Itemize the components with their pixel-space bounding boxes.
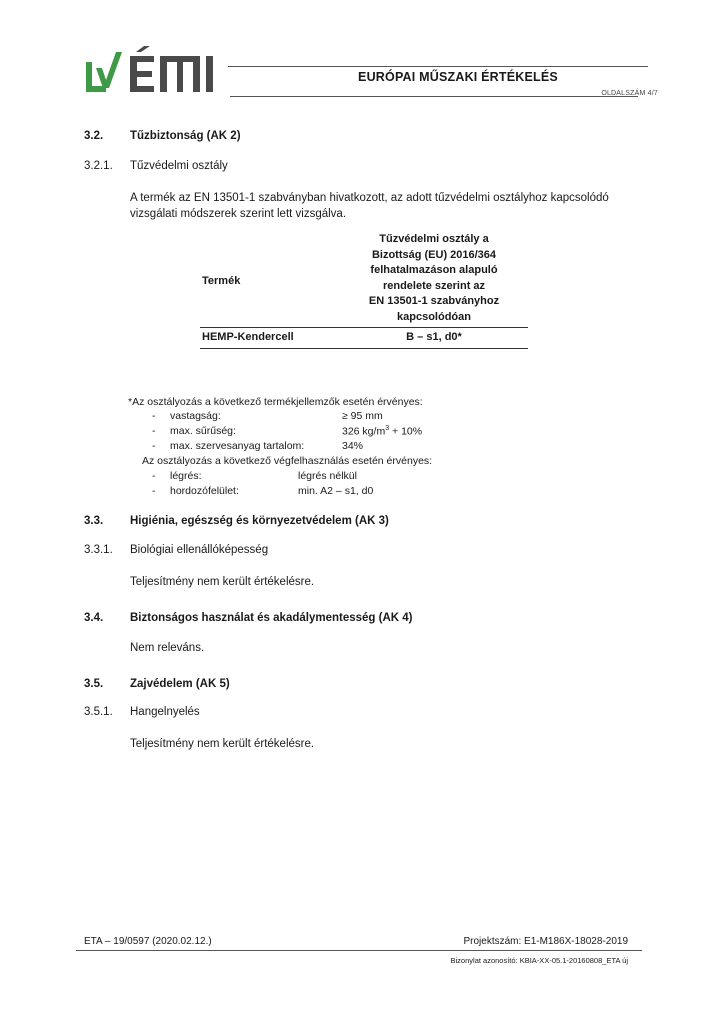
table-header-line: rendelete szerint az [382,279,486,292]
section-3-2-1-paragraph-line1: A termék az EN 13501-1 szabványban hivatkozott, az adott tűzvédelmi osztályhoz kapcsolódó [130,192,609,204]
section-3-2-title: Tűzbiztonság (AK 2) [130,130,241,142]
condition-value-thickness: ≥ 95 mm [342,410,383,422]
section-3-5-title: Zajvédelem (AK 5) [130,678,230,690]
section-3-5-1-paragraph: Teljesítmény nem került értékelésre. [130,738,315,750]
section-3-5-1-title: Hangelnyelés [130,706,200,718]
section-3-5-number: 3.5. [84,678,104,690]
table-header-line: felhatalmazáson alapuló [370,264,498,277]
condition-value-density [342,425,422,438]
section-3-2-1-number: 3.2.1. [84,160,113,172]
table-header-fire-class [340,232,528,326]
header-top-rule [228,66,648,67]
document-title: EURÓPAI MŰSZAKI ÉRTÉKELÉS [358,70,558,84]
section-3-4-number: 3.4. [84,612,104,624]
table-header-line: Tűzvédelmi osztály a [379,233,489,245]
footer-eta-reference: ETA – 19/0597 (2020.02.12.) [84,936,212,947]
conditions-use-intro: Az osztályozás a következő végfelhasználás esetén érvényes: [142,455,433,467]
footer-rule [76,950,642,951]
table-header-line: EN 13501-1 szabványhoz [368,295,500,308]
conditions-product-intro: *Az osztályozás a következő termékjellemzők esetén érvényes: [128,396,423,408]
logo-check-mark [96,52,122,88]
section-3-2-number: 3.2. [84,130,104,142]
section-3-4-paragraph: Nem releváns. [130,642,205,654]
condition-value-substrate: min. A2 – s1, d0 [298,485,374,497]
section-3-3-1-number: 3.3.1. [84,544,113,556]
page-number: OLDALSZÁM 4/7 [601,90,658,97]
table-bottom-rule [200,348,528,349]
table-header-line: kapcsolódóan [397,310,471,323]
section-3-5-1-number: 3.5.1. [84,706,113,718]
list-dash: - [152,470,156,482]
list-dash: - [152,425,156,437]
section-3-3-title: Higiénia, egészség és környezetvédelem (AK 3) [130,515,389,527]
list-dash: - [152,440,156,452]
footer-project-number: Projektszám: E1-M186X-18028-2019 [463,936,628,947]
section-3-2-1-title: Tűzvédelmi osztály [130,160,228,172]
section-3-2-1-paragraph-line2: vizsgálati módszerek szerint lett vizsgálva. [130,208,347,220]
condition-label-substrate: hordozófelület: [170,485,239,497]
table-header-rule [200,327,528,328]
table-header-product: Termék [202,275,241,287]
section-3-3-number: 3.3. [84,515,104,527]
footer-certificate-id: Bizonylat azonosító: KBIA-XX-05.1-20160808_ETA új [450,956,628,965]
condition-value-organic: 34% [342,440,364,452]
list-dash: - [152,410,156,422]
condition-label-thickness: vastagság: [170,410,221,422]
table-header-line: Bizottság (EU) 2016/364 [371,248,497,261]
condition-label-density: max. sűrűség: [170,425,236,437]
condition-label-organic: max. szervesanyag tartalom: [170,440,305,452]
section-3-4-title: Biztonságos használat és akadálymentesség (AK 4) [130,612,413,624]
emi-logo [84,44,224,98]
list-dash: - [152,485,156,497]
logo-accent-mark [136,46,150,52]
table-cell-product: HEMP-Kendercell [202,331,294,343]
table-cell-class: B – s1, d0* [406,331,462,343]
emi-logo-graphic [84,44,224,98]
condition-label-air-gap: légrés: [170,470,202,482]
density-tolerance: + 10% [389,425,423,438]
condition-value-air-gap: légrés nélkül [298,470,357,482]
section-3-3-1-paragraph: Teljesítmény nem került értékelésre. [130,576,315,588]
section-3-3-1-title: Biológiai ellenállóképesség [130,544,269,556]
density-exponent: 3 [385,425,390,432]
density-value: 326 kg/m [342,425,386,438]
